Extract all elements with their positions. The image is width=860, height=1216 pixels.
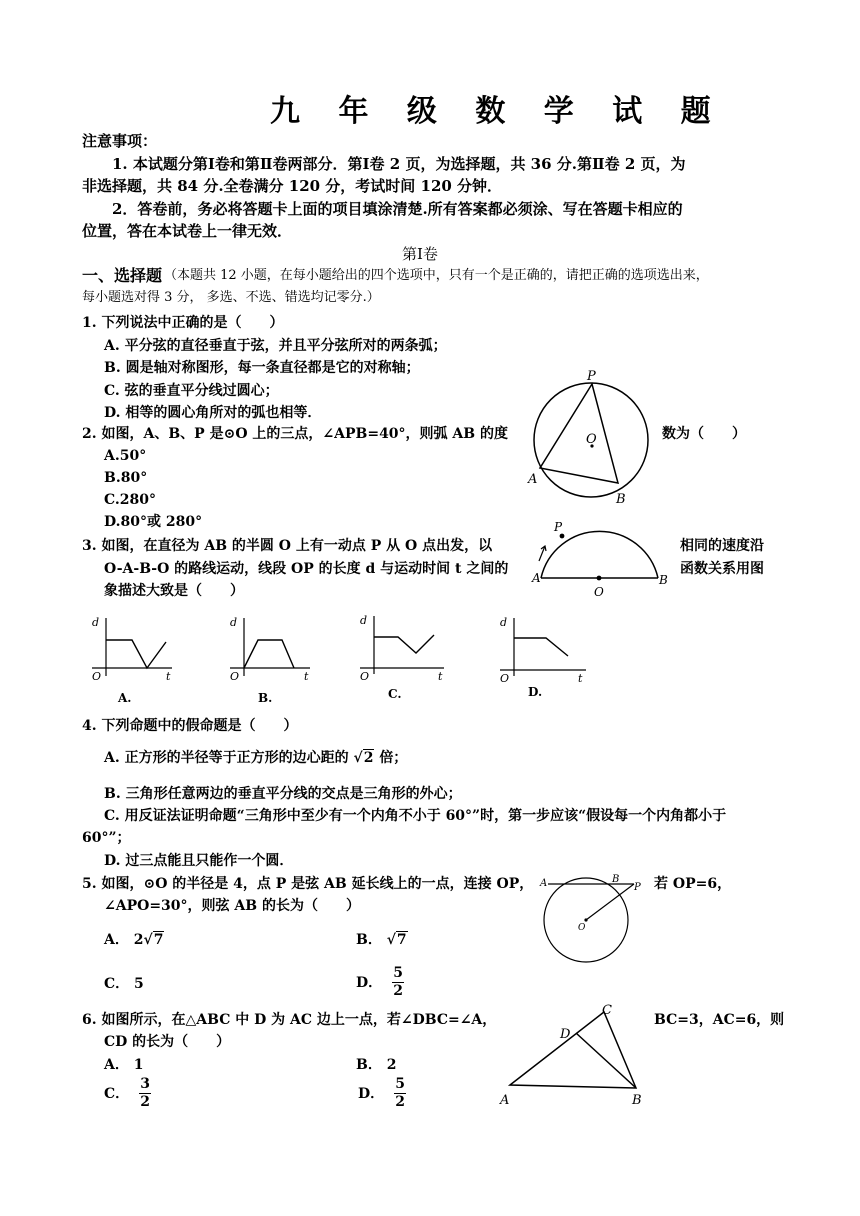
q6-option-d [358,1077,406,1110]
q6-label-c: C [602,1003,612,1018]
q3-graph-c-curve [374,635,434,653]
q5-option-b [356,930,408,950]
q3-graph-a-d: d [92,616,100,629]
q5-option-d-den: 2 [393,983,404,999]
q3-graph-c-t: t [438,670,443,683]
q1-option-a: A. 平分弦的直径垂直于弦，并且平分弦所对的两条弧； [104,338,447,354]
q5-segment-op [586,884,634,920]
q5-label-o: O [578,923,586,933]
q5-option-b-radicand: 7 [396,932,407,948]
q2-circle-figure [524,370,660,510]
q5-circle-figure [536,868,654,964]
q3-graph-d-label: D. [528,685,543,699]
q3-graph-d-d: d [500,616,508,629]
q5-option-d-fraction [392,966,404,999]
q3-label-p: P [554,520,563,534]
q5-option-a-coef: 2 [133,932,144,948]
q1-stem: 1. 下列说法中正确的是（ ） [82,315,284,331]
q2-option-b: B.80° [104,470,148,486]
q4-option-a-post: 倍； [379,750,408,766]
q6-option-c [104,1077,151,1110]
q5-label-p: P [634,882,641,893]
q3-graph-c [352,612,448,704]
q6-segment-bd [576,1033,636,1088]
q5-line-1-right: 若 OP=6， [654,876,732,892]
q3-line-1-left: 3. 如图，在直径为 AB 的半圆 O 上有一动点 P 从 O 点出发，以 [82,538,493,554]
page-title: 九 年 级 数 学 试 题 [270,94,725,129]
q2-label-a: A [528,472,538,487]
q3-label-o: O [594,585,604,599]
q3-graph-b-label: B. [258,691,273,705]
q2-option-a: A.50° [104,448,147,464]
q6-line-1-left: 6. 如图所示，在△ABC 中 D 为 AC 边上一点，若∠DBC=∠A， [82,1012,497,1028]
notice-item-2-line-2: 位置，答在本试卷上一律无效． [82,222,293,240]
q5-option-d-num: 5 [393,965,404,981]
notice-item-2-line-1: 2．答卷前，务必将答题卡上面的项目填涂清楚.所有答案都必须涂、写在答题卡相应的 [112,200,683,218]
q2-label-b: B [616,492,626,507]
q3-graph-c-d: d [360,614,368,627]
q6-option-c-num: 3 [140,1076,151,1092]
q3-graph-b [222,614,312,706]
q3-point-p [560,534,565,539]
q1-option-b: B. 圆是轴对称图形，每一条直径都是它的对称轴； [104,360,420,376]
q6-option-c-den: 2 [140,1094,151,1110]
q6-option-c-label: C． [104,1085,130,1102]
q3-line-2-right: 函数关系用图 [680,561,764,577]
q6-option-d-den: 2 [395,1094,406,1110]
q4-option-c-line-1: C. 用反证法证明命题“三角形中至少有一个内角不小于 60°”时，第一步应该“假设每一个内角都小于 [104,808,727,824]
q5-label-a: A [540,878,548,889]
q5-option-b-sqrt: √7 [386,932,407,948]
q4-option-a-pre: A. 正方形的半径等于正方形的边心距的 [104,750,349,766]
q5-option-d [356,966,404,999]
q5-option-a-sqrt: √7 [143,932,164,948]
q5-option-b-label: B． [356,932,382,948]
q6-label-b: B [632,1093,642,1108]
q6-option-a: A． 1 [104,1057,144,1073]
q6-option-d-fraction [394,1077,406,1110]
q5-option-d-label: D． [356,974,383,991]
q3-graph-a-curve [106,640,166,668]
section-heading: 一、选择题 [82,266,163,285]
q3-graph-a-o: O [92,670,102,683]
q3-graph-a-label: A. [118,691,132,705]
q6-label-a: A [500,1093,510,1108]
q3-graph-a [84,614,174,706]
q5-center-dot [584,918,587,921]
q5-line-1-left: 5. 如图，⊙O 的半径是 4，点 P 是弦 AB 延长线上的一点，连接 OP， [82,876,534,892]
q6-triangle-figure [492,998,652,1112]
q5-label-b: B [612,874,620,885]
q6-option-c-fraction [139,1077,151,1110]
q5-option-c: C． 5 [104,976,144,992]
q1-option-d: D. 相等的圆心角所对的弧也相等． [104,405,322,421]
q3-graph-d [494,614,588,706]
q6-option-d-num: 5 [395,1076,406,1092]
q5-option-a-label: A． [104,932,129,948]
q3-line-1-right: 相同的速度沿 [680,538,764,554]
q6-option-b: B． 2 [356,1057,397,1073]
q3-semicircle-arc [541,531,658,578]
q5-option-a [104,930,164,950]
notice-item-1-line-2: 非选择题，共 84 分.全卷满分 120 分，考试时间 120 分钟． [82,177,503,195]
q3-graph-b-d: d [230,616,238,629]
q6-line-1-right: BC=3，AC=6，则 [654,1012,785,1028]
q4-option-a [104,748,407,768]
q4-option-a-radicand: 2 [363,750,374,766]
q3-line-2-left: O-A-B-O 的路线运动，线段 OP 的长度 d 与运动时间 t 之间的 [104,561,509,577]
q4-option-b: B. 三角形任意两边的垂直平分线的交点是三角形的外心； [104,786,462,802]
q6-option-d-label: D． [358,1085,385,1102]
notice-item-1-line-1: 1. 本试题分第Ⅰ卷和第Ⅱ卷两部分．第Ⅰ卷 2 页，为选择题，共 36 分.第Ⅱ卷 2 页，为 [112,155,686,173]
q4-stem: 4. 下列命题中的假命题是（ ） [82,718,298,734]
q3-label-a: A [532,571,541,585]
q3-graph-c-label: C. [388,687,402,701]
q6-triangle [510,1012,636,1088]
q3-graph-c-o: O [360,670,370,683]
section-desc-line-1: （本题共 12 小题，在每小题给出的四个选项中，只有一个是正确的，请把正确的选项选出来， [164,268,709,283]
q4-option-d: D. 过三点能且只能作一个圆． [104,853,294,869]
q3-graph-d-t: t [578,672,583,685]
volume-heading: 第Ⅰ卷 [402,245,438,263]
q3-line-3: 象描述大致是（ ） [104,583,244,599]
q3-label-b: B [659,573,668,587]
q1-option-c: C. 弦的垂直平分线过圆心； [104,383,279,399]
q4-option-a-sqrt: √2 [353,750,374,766]
q2-label-o: O [586,432,597,447]
q2-stem-left: 2. 如图，A、B、P 是⊙O 上的三点，∠APB=40°，则弧 AB 的度 [82,426,508,442]
notice-heading: 注意事项： [82,132,158,150]
q3-semicircle-figure [528,516,676,600]
q2-label-p: P [587,370,596,384]
section-desc-line-2: 每小题选对得 3 分， 多选、不选、错选均记零分.） [82,290,380,305]
q6-label-d: D [560,1027,571,1042]
q5-line-2: ∠APO=30°，则弦 AB 的长为（ ） [104,898,360,914]
q3-graph-a-t: t [166,670,171,683]
q3-graph-d-o: O [500,672,510,685]
q5-option-a-radicand: 7 [153,932,164,948]
q3-graph-d-curve [514,638,568,656]
q3-point-o [597,576,602,581]
q2-option-c: C.280° [104,492,156,508]
q2-stem-right: 数为（ ） [662,426,746,442]
q2-option-d: D.80°或 280° [104,514,203,530]
q3-graph-b-t: t [304,670,309,683]
q3-graph-b-o: O [230,670,240,683]
q4-option-c-line-2: 60°”； [82,830,131,846]
q3-graph-b-curve [244,640,294,668]
q6-line-2: CD 的长为（ ） [104,1034,231,1050]
